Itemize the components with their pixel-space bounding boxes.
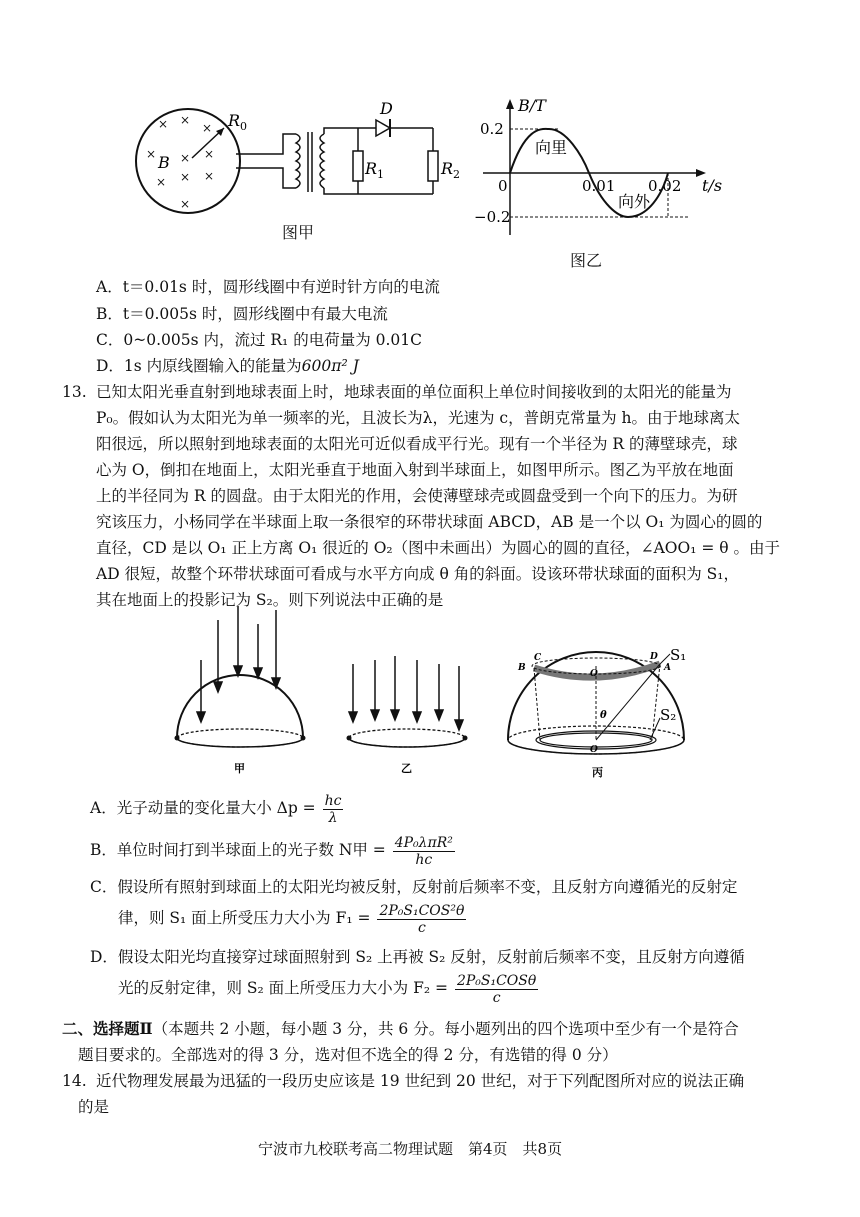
q14-number: 14. bbox=[62, 1072, 87, 1090]
r0-label: $R_0$ bbox=[228, 111, 248, 133]
section-2-title: 二、选择题Ⅱ bbox=[62, 1019, 153, 1038]
q13-option-d-line1[interactable]: D．假设太阳光均直接穿过球面照射到 S₂ 上再被 S₂ 反射，反射前后频率不变，且反射方向遵循 bbox=[90, 948, 745, 966]
q12-option-d[interactable] bbox=[96, 355, 359, 377]
q13-bing-caption: 丙 bbox=[592, 766, 603, 779]
section-2-instructions: （本题共 2 小题，每小题 3 分，共 6 分。每小题列出的四个选项中至少有一个是符合 bbox=[152, 1020, 739, 1038]
label-outward: 向外 bbox=[618, 192, 651, 211]
q13-option-d-text: 光的反射定律，则 S₂ 面上所受压力大小为 F₂ = bbox=[118, 979, 448, 997]
page-footer: 宁波市九校联考高二物理试题 第4页 共8页 bbox=[258, 1140, 563, 1158]
q13-line-5: 上的半径同为 R 的圆盘。由于太阳光的作用，会使薄壁球壳或圆盘受到一个向下的压力。为研 bbox=[96, 487, 738, 505]
q13-option-d-line2[interactable] bbox=[118, 968, 540, 1008]
svg-text:×: × bbox=[158, 117, 169, 131]
q13-bing-b: B bbox=[518, 663, 526, 673]
b-field-label: B bbox=[158, 153, 170, 172]
q13-bing-s2: S₂ bbox=[660, 706, 677, 724]
r1-label: $R_1$ bbox=[365, 159, 385, 181]
svg-text:×: × bbox=[204, 169, 215, 183]
svg-text:×: × bbox=[180, 170, 191, 184]
q13-bing-o: O bbox=[590, 745, 598, 755]
figure-jia-caption: 图甲 bbox=[282, 223, 315, 242]
q13-option-a-formula: $\frac{hc}{\lambda}$ bbox=[324, 792, 342, 826]
svg-text:×: × bbox=[204, 147, 215, 161]
q13-line-2: P₀。假如认为太阳光为单一频率的光，且波长为λ，光速为 c，普朗克常量为 h。由于地球离太 bbox=[96, 409, 740, 427]
q13-option-c-formula: $\frac{\text{2P₀S₁COS²θ}}{c}$ bbox=[379, 902, 465, 936]
q13-jia-caption: 甲 bbox=[234, 762, 245, 775]
svg-text:×: × bbox=[180, 113, 191, 127]
graph-x2: 0.02 bbox=[648, 177, 682, 195]
svg-text:×: × bbox=[180, 197, 191, 211]
q12-option-d-text: D．1s 内原线圈输入的能量为 bbox=[96, 357, 302, 375]
q13-bing-oc: O bbox=[590, 669, 598, 679]
r2-label: $R_2$ bbox=[441, 159, 461, 181]
q13-line-9: 其在地面上的投影记为 S₂。则下列说法中正确的是 bbox=[96, 591, 444, 609]
svg-text:×: × bbox=[146, 147, 157, 161]
q13-bing-d: D bbox=[650, 652, 658, 662]
section-2-heading bbox=[62, 1018, 739, 1040]
q12-option-a[interactable]: A．t＝0.01s 时，圆形线圈中有逆时针方向的电流 bbox=[96, 278, 440, 296]
svg-text:×: × bbox=[202, 121, 213, 135]
q13-line-4: 心为 O，倒扣在地面上，太阳光垂直于地面入射到半球面上，如图甲所示。图乙为平放在地面 bbox=[96, 461, 734, 479]
q13-number: 13. bbox=[62, 383, 87, 401]
diode-label: D bbox=[380, 99, 393, 118]
label-inward: 向里 bbox=[535, 138, 568, 157]
section-2-heading-line2: 题目要求的。全部选对的得 3 分，选对但不选全的得 2 分，有选错的得 0 分） bbox=[78, 1046, 618, 1064]
q13-yi-caption: 乙 bbox=[401, 762, 412, 775]
q13-option-c-line2[interactable] bbox=[118, 898, 468, 938]
graph-x1: 0.01 bbox=[582, 177, 616, 195]
q13-option-d-formula: $\frac{\text{2P₀S₁COSθ}}{c}$ bbox=[456, 972, 537, 1006]
graph-xlabel: t/s bbox=[702, 176, 723, 195]
figure-yi-graph bbox=[474, 95, 728, 245]
svg-text:×: × bbox=[180, 151, 191, 165]
q13-line-1: 已知太阳光垂直射到地球表面上时，地球表面的单位面积上单位时间接收到的太阳光的能量为 bbox=[96, 383, 732, 401]
figure-q13-yi bbox=[345, 650, 475, 775]
q12-option-c[interactable]: C．0~0.005s 内，流过 R₁ 的电荷量为 0.01C bbox=[96, 331, 423, 349]
q13-bing-theta: θ bbox=[600, 710, 607, 721]
q13-line-6: 究该压力，小杨同学在半球面上取一条很窄的环带状球面 ABCD，AB 是一个以 O₁ 为圆心的圆的 bbox=[96, 513, 763, 531]
q13-option-c-line1[interactable]: C．假设所有照射到球面上的太阳光均被反射，反射前后频率不变，且反射方向遵循光的反射定 bbox=[90, 878, 738, 896]
q13-option-b[interactable] bbox=[90, 830, 457, 870]
q13-line-3: 阳很远，所以照射到地球表面的太阳光可近似看成平行光。现有一个半径为 R 的薄壁球壳，球 bbox=[96, 435, 738, 453]
q13-bing-s1: S₁ bbox=[670, 646, 687, 664]
figure-jia-circuit bbox=[128, 96, 478, 226]
graph-origin: 0 bbox=[498, 177, 508, 195]
svg-text:×: × bbox=[156, 175, 167, 189]
q13-option-a-text: A．光子动量的变化量大小 Δp = bbox=[90, 799, 316, 817]
q13-option-c-text: 律，则 S₁ 面上所受压力大小为 F₁ = bbox=[118, 909, 371, 927]
q13-option-b-formula: $\frac{\text{4P₀λπR²}}{hc}$ bbox=[394, 834, 453, 868]
graph-y-top: 0.2 bbox=[480, 120, 504, 138]
figure-yi-caption: 图乙 bbox=[570, 251, 603, 270]
figure-q13-bing bbox=[500, 640, 710, 780]
q12-option-b[interactable]: B．t＝0.005s 时，圆形线圈中有最大电流 bbox=[96, 305, 388, 323]
q13-line-7: 直径，CD 是以 O₁ 正上方离 O₁ 很近的 O₂（图中未画出）为圆心的圆的直径，∠AOO₁ = θ 。由于 bbox=[96, 539, 781, 557]
q14-line-2: 的是 bbox=[78, 1098, 110, 1116]
q13-option-b-text: B．单位时间打到半球面上的光子数 N甲 = bbox=[90, 841, 386, 859]
figure-q13-jia bbox=[168, 600, 318, 775]
graph-ylabel: B/T bbox=[518, 96, 546, 115]
graph-y-bottom: −0.2 bbox=[474, 208, 511, 226]
q13-option-a[interactable] bbox=[90, 788, 345, 828]
q13-line-8: AD 很短，故整个环带状球面可看成与水平方向成 θ 角的斜面。设该环带状球面的面积为 S₁， bbox=[96, 565, 739, 583]
q13-bing-c: C bbox=[534, 653, 542, 663]
q13-bing-a: A bbox=[664, 663, 671, 673]
q14-line-1: 近代物理发展最为迅猛的一段历史应该是 19 世纪到 20 世纪，对于下列配图所对应的说法正确 bbox=[96, 1072, 745, 1090]
q12-option-d-value: 600π² J bbox=[301, 357, 359, 375]
